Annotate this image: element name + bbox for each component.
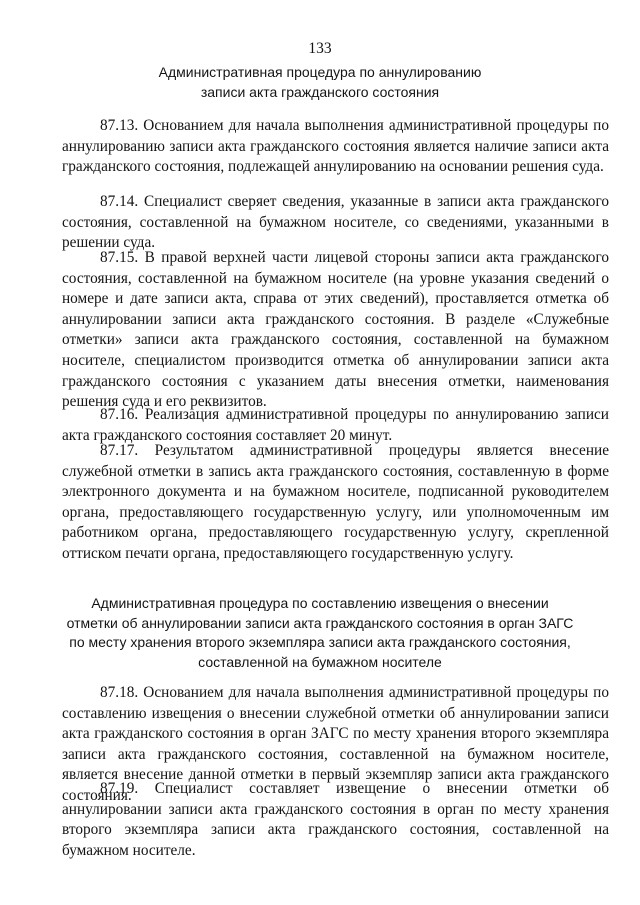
paragraph-87-16: 87.16. Реализация административной процедуры по аннулированию записи акта гражданского состояния составляет 20 минут.	[62, 406, 609, 444]
page-number: 133	[308, 40, 332, 57]
paragraph-87-17: 87.17. Результатом административной процедуры является внесение служебной отметки в запись акта гражданского состояния, составленную в форме электронного документа и на бумажном носителе, подписанной руководителем органа, предоставляющего государственную услугу, или уполномоченным им работником органа, предоставляющего государственную услугу, скрепленной оттиском печати органа, предоставляющего государственную услугу.	[62, 442, 609, 562]
paragraph-87-14: 87.14. Специалист сверяет сведения, указанные в записи акта гражданского состояния, составленной на бумажном носителе, со сведениями, указанными в решении суда.	[62, 193, 609, 252]
paragraph-87-13: 87.13. Основанием для начала выполнения административной процедуры по аннулированию записи акта гражданского состояния является наличие записи акта гражданского состояния, подлежащей аннулированию на основании решения суда.	[62, 117, 609, 176]
section-heading-notice	[0, 594, 640, 672]
heading-line: по месту хранения второго экземпляра записи акта гражданского состояния,	[69, 634, 571, 650]
paragraph-87-15: 87.15. В правой верхней части лицевой стороны записи акта гражданского состояния, составленной на бумажном носителе (на уровне указания сведений о номере и дате записи акта, справа от этих сведений), проставляется отметка об аннулировании записи акта гражданского состояния. В разделе «Служебные отметки» записи акта гражданского состояния, составленной на бумажном носителе, специалистом производится отметка об аннулировании записи акта гражданского состояния с указанием даты внесения отметки, наименования решения суда и его реквизитов.	[62, 249, 609, 411]
paragraph-87-18: 87.18. Основанием для начала выполнения административной процедуры по составлению извещения о внесении служебной отметки об аннулировании записи акта гражданского состояния в орган ЗАГС по месту хранения второго экземпляра записи акта гражданского состояния, составленной на бумажном носителе, является внесение данной отметки в первый экземпляр записи акта гражданского состояния.	[62, 684, 609, 804]
heading-line: записи акта гражданского состояния	[200, 84, 440, 100]
paragraph-87-19: 87.19. Специалист составляет извещение о внесении отметки об аннулировании записи акта гражданского состояния в орган по месту хранения второго экземпляра записи акта гражданского состояния, составленной на бумажном носителе.	[62, 780, 609, 859]
heading-line: составленной на бумажном носителе	[198, 653, 442, 670]
heading-line: Административная процедура по составлению извещения о внесении	[91, 595, 549, 611]
heading-line: отметки об аннулировании записи акта гражданского состояния в орган ЗАГС	[66, 614, 574, 631]
heading-line: Административная процедура по аннулированию	[158, 64, 482, 80]
section-heading-annulment	[0, 62, 640, 102]
